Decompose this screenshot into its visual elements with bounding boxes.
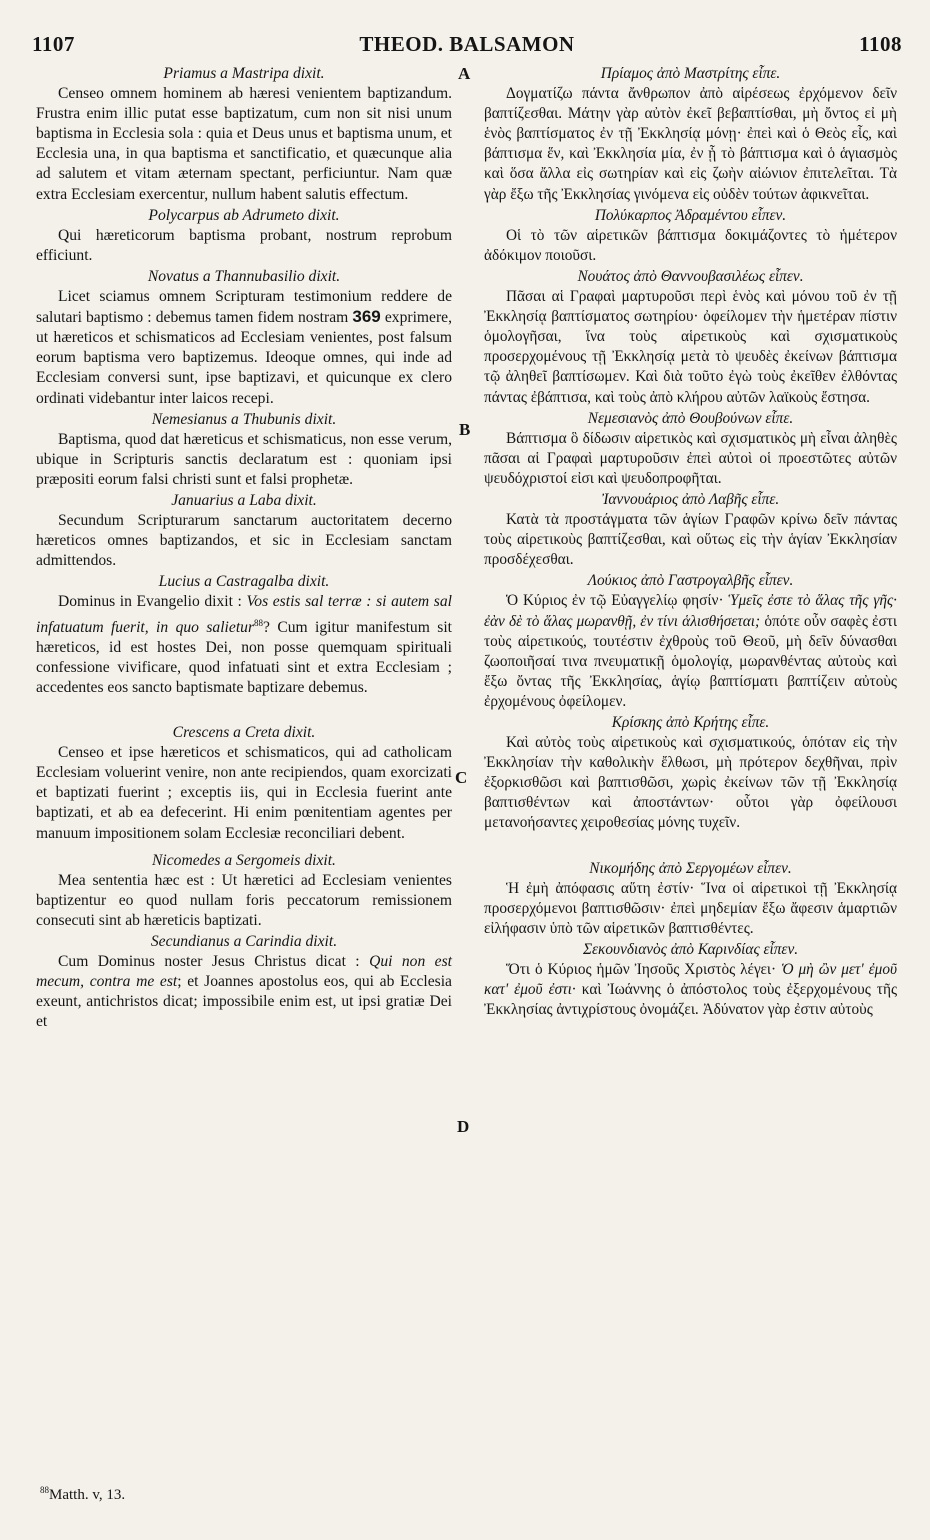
column-number-marker: 369 (352, 307, 381, 327)
speaker-heading: Λούκιος ἀπὸ Γαστρογαλβῆς εἶπεν. (587, 572, 794, 590)
paragraph-text: Dominus in Evangelio dixit : (58, 593, 242, 611)
margin-letter-c: C (455, 768, 468, 787)
paragraph (36, 287, 452, 409)
footnote-text: Matth. v, 13. (49, 1487, 126, 1503)
paragraph (484, 591, 897, 712)
paragraph: Secundum Scripturarum sanctarum auctoritatem decerno hæreticos omnes baptizandos, et sic in Ecclesiam sanctam admittendos. (36, 512, 452, 570)
page-header (32, 32, 902, 62)
paragraph-text: exprimere, ut hæreticos et schismaticos ad Ecclesiam venientes, post falsum eorum baptisma vero baptizemus. Ideoque omnes, qui inde ad Ecclesiam conversi sunt, ipse baptizavi, et quicunque ex clero ordinati videbantur inter laicos recepi. (36, 309, 452, 407)
paragraph: Δογματίζω πάντα ἄνθρωπον ἀπὸ αἱρέσεως ἐρχόμενον δεῖν βαπτίζεσθαι. Μάτην γὰρ αὐτὸν ἐκεῖ βεβαπτίσθαι, μὴ ὄντος εἰ μὴ ἑνὸς βαπτίσματος ἐν τῇ Ἐκκλησίᾳ μόνῃ· ἐπεὶ καὶ ὁ Θεὸς εἷς, καὶ βάπτισμα ἕν, καὶ Ἐκκλησία μία, ἐν ᾗ τὸ βάπτισμα καὶ ὁ ἁγιασμὸς καὶ ὅσα ἄλλα εἰς σωτηρίαν καὶ εἰς ζωὴν αἰώνιον ἐπιτελεῖται. Τὰ γὰρ ἔξω τῆς Ἐκκλησίας γινόμενα εἰς οὐδὲν τούτων ἀφικνεῖται. (484, 85, 897, 203)
speaker-heading: Ἰαννουάριος ἀπὸ Λαβῆς εἶπε. (601, 490, 780, 508)
paragraph-text: ὁπότε οὖν σαφὲς ἐστι τοὺς αἱρετικούς, τουτέστιν ἐχθροὺς τοῦ Θεοῦ, μὴ δεῖν δύνασθαι ζωοποιῆσαί τινα πνευματικῇ ὁμολογίᾳ, μωρανθέντας αὐτοὺς καὶ ἔξω ὄντας τῆς Ἐκκλησίας, ἁγίῳ βαπτίσματι βαπτίζειν αὐτοὺς ἐρχομένους ὀφείλομεν. (484, 612, 897, 710)
paragraph-text: ? Cum igitur manifestum sit hæreticos, id est hostes Dei, non posse quemquam spirituali confessione vivificare, quod infatuati sint et extra Ecclesiam ; accedentes eos sancto baptismate baptizare debemus. (36, 618, 452, 696)
speaker-heading: Novatus a Thannubasilio dixit. (147, 267, 341, 285)
scripture-quote: Qui non est mecum, contra me est (36, 953, 453, 991)
footnote (40, 1485, 125, 1504)
speaker-heading: Σεκουνδιανὸς ἀπὸ Καρινδίας εἶπεν. (582, 940, 799, 958)
paragraph-text: Licet sciamus omnem Scripturam testimonium reddere de salutari baptismo : debemus tamen fidem nostram (36, 288, 452, 327)
paragraph: Πᾶσαι αἱ Γραφαὶ μαρτυροῦσι περὶ ἑνὸς καὶ μόνου τοῦ ἐν τῇ Ἐκκλησίᾳ βαπτίσματος σωτηρίου· ὀφείλομεν τὴν ἡμετέραν πίστιν ὁμολογῆσαι, ἵνα τοὺς αἱρετικοὺς καὶ σχισματικοὺς προσερχομένους τῇ Ἐκκλησίᾳ μετὰ τὸ ψευδὲς ἐκείνων βάπτισμα τῷ ἀληθεῖ βαπτίσωμεν. Καὶ διὰ τοῦτο ἐγὼ τοὺς ἐκεῖθεν ἐλθόντας πάντας ἐβάπτισα, καὶ τοὺς ἀπὸ κλήρου αὐτῶν λαϊκοὺς ἔστησα. (484, 288, 897, 406)
speaker-heading: Πολύκαρπος Ἀδραμέντου εἶπεν. (594, 206, 787, 224)
speaker-heading: Polycarpus ab Adrumeto dixit. (148, 206, 340, 224)
paragraph: Baptisma, quod dat hæreticus et schismaticus, non esse verum, ubique in Scripturis sanctis declaratum est : quoniam ipsi præpositi eorum falsi christi sunt et falsi prophetæ. (36, 430, 452, 488)
speaker-heading: Nicomedes a Sergomeis dixit. (152, 851, 336, 869)
paragraph-text: Ὅτι ὁ Κύριος ἡμῶν Ἰησοῦς Χριστὸς λέγει· (506, 961, 777, 979)
speaker-heading: Priamus a Mastripa dixit. (163, 65, 325, 82)
paragraph: Κατὰ τὰ προστάγματα τῶν ἁγίων Γραφῶν κρίνω δεῖν πάντας τοὺς αἱρετικοὺς βαπτίζεσθαι, καὶ οὕτως εἰς τὴν ἁγίαν Ἐκκλησίαν προσδέχεσθαι. (484, 511, 897, 569)
paragraph: Qui hæreticorum baptisma probant, nostrum reprobum efficiunt. (36, 226, 452, 264)
scripture-quote: Ὑμεῖς ἐστε τὸ ἅλας τῆς γῆς· ἐὰν δὲ τὸ ἅλας μωρανθῇ, ἐν τίνι ἁλισθήσεται; (484, 592, 897, 630)
paragraph (36, 592, 452, 698)
speaker-heading: Nemesianus a Thubunis dixit. (151, 410, 337, 428)
page-number-left: 1107 (32, 32, 75, 56)
footnote-mark: 88 (40, 1485, 49, 1495)
paragraph-text: ; et Joannes apostolus eos, qui ab Ecclesia exeunt, antichristos dicat; impossibile enim est, ut ipsi gratiæ Dei et (36, 973, 452, 1031)
paragraph (36, 952, 452, 1032)
running-title: THEOD. BALSAMON (359, 32, 575, 56)
speaker-heading: Secundianus a Carindia dixit. (150, 933, 338, 951)
footnote-ref: 88 (254, 617, 264, 628)
margin-letter-b: B (459, 420, 471, 439)
scripture-quote: Vos estis sal terræ : si autem sal infatuatum fuerit, in quo salietur (36, 593, 452, 636)
paragraph: Censeo omnem hominem ab hæresi venientem baptizandum. Frustra enim illic putat esse baptizatum, cum non sit nisi unum baptisma in Ecclesia sola : quia et Deus unus et baptisma unum, et Ecclesia una, in qua baptisma et sanctificatio, et quæcunque alia ad salutem et vitam æternam spectant, perficiuntur. Nam quæ extra Ecclesiam exercentur, nullum habent salutis effectum. (36, 85, 452, 203)
margin-letter-a: A (458, 64, 471, 83)
speaker-heading: Crescens a Creta dixit. (172, 724, 316, 742)
speaker-heading: Πρίαμος ἀπὸ Μαστρίτης εἶπε. (600, 65, 781, 82)
paragraph: Ἡ ἐμὴ ἀπόφασις αὕτη ἐστίν· Ἵνα οἱ αἱρετικοὶ τῇ Ἐκκλησίᾳ προσερχόμενοι βαπτισθῶσιν· ἐπεὶ μηδεμίαν ἔξω ἄφεσιν ἁμαρτιῶν εἰλήφασιν ὑπὸ τῶν αἱρετικῶν βαπτισθέντες. (484, 879, 897, 937)
speaker-heading: Κρίσκης ἀπὸ Κρήτης εἶπε. (611, 714, 770, 731)
speaker-heading: Νουάτος ἀπὸ Θαννουβασιλέως εἶπεν. (577, 267, 804, 285)
margin-letter-d: D (457, 1117, 470, 1136)
paragraph-text: Ὁ Κύριος ἐν τῷ Εὐαγγελίῳ φησίν· (506, 592, 724, 610)
paragraph: Mea sententia hæc est : Ut hæretici ad Ecclesiam venientes baptizentur eo quod nullam foris peccatorum remissionem consecuti sint ab hæreticis baptizati. (36, 871, 452, 929)
paragraph-text: Cum Dominus noster Jesus Christus dicat : (58, 953, 360, 971)
speaker-heading: Νεμεσιανὸς ἀπὸ Θουβούνων εἶπε. (587, 409, 794, 427)
latin-column (36, 64, 452, 1034)
paragraph (484, 960, 897, 1020)
paragraph: Βάπτισμα ὃ δίδωσιν αἱρετικὸς καὶ σχισματικὸς μὴ εἶναι ἀληθὲς πᾶσαι αἱ Γραφαὶ μαρτυροῦσιν ἐπεὶ αὐτοὶ οἱ προεστῶτες αὐτῶν ψευδόχριστοί εἰσι καὶ ψευδοπροφῆται. (484, 429, 897, 487)
paragraph: Οἱ τὸ τῶν αἱρετικῶν βάπτισμα δοκιμάζοντες τὸ ἡμέτερον ἀδόκιμον ποιοῦσι. (484, 226, 897, 264)
page-number-right: 1108 (859, 32, 902, 56)
paragraph: Καὶ αὐτὸς τοὺς αἱρετικοὺς καὶ σχισματικούς, ὁπόταν εἰς τὴν Ἐκκλησίαν τὴν καθολικὴν ἔλθωσι, μὴ πρότερον δεχθῆναι, πρὶν ἐξορκισθῶσι καὶ βαπτισθῶσι, χωρὶς ἐκείνων τῶν τῇ Ἐκκλησίᾳ βαπτισθέντων καὶ ἀποστάντων· οὗτοι γὰρ ὀφείλουσι μετανοήσαντες χειροθεσίας μόνης τυχεῖν. (484, 734, 897, 832)
scripture-quote: Ὁ μὴ ὢν μετ' ἐμοῦ κατ' ἐμοῦ ἐστι· (484, 961, 897, 999)
paragraph: Censeo et ipse hæreticos et schismaticos, qui ad catholicam Ecclesiam voluerint venire, non ante recipiendos, quam exorcizati et baptizati fuerint ; exceptis iis, qui in Ecclesia fuerint ante baptizati, et ab ea defecerint. Hi enim pœnitentiam agentes per manuum impositionem solam Ecclesiæ reconciliari debent. (36, 744, 452, 842)
greek-column (484, 64, 897, 1021)
speaker-heading: Januarius a Laba dixit. (171, 491, 317, 509)
speaker-heading: Νικομήδης ἀπὸ Σεργομέων εἶπεν. (589, 859, 792, 877)
speaker-heading: Lucius a Castragalba dixit. (158, 573, 330, 591)
paragraph-text: καὶ Ἰωάννης ὁ ἀπόστολος τοὺς ἐξερχομένους τῆς Ἐκκλησίας ἀντιχρίστους ὀνομάζει. Ἀδύνατον γὰρ ἐστιν αὐτοὺς (484, 981, 898, 1019)
